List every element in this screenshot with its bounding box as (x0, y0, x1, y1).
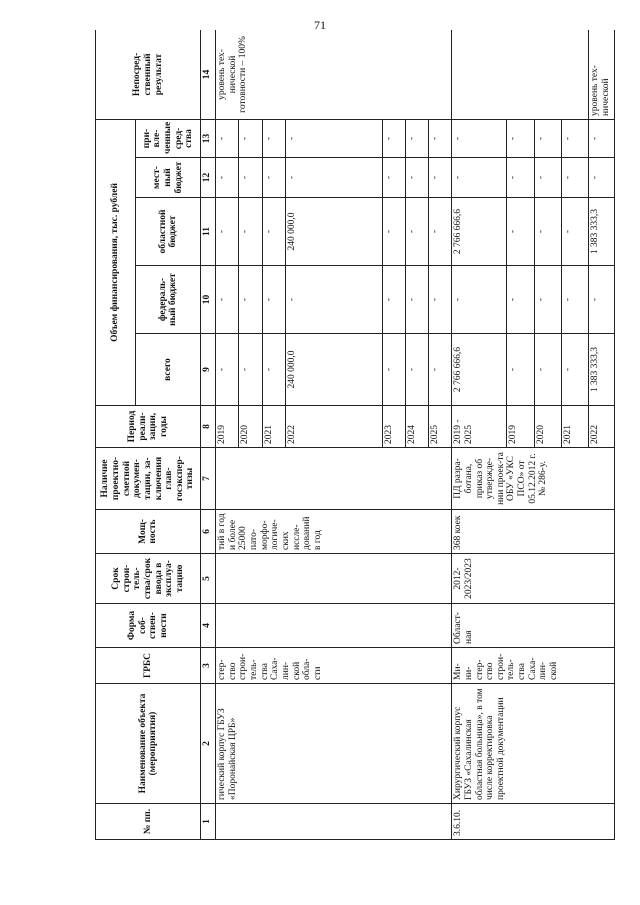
obj2-regional: - (507, 198, 534, 266)
obj1-name: гический корпус ГБУЗ «Поронайская ЦРБ» (216, 684, 452, 804)
header-period: Период реали-зации, годы (96, 406, 201, 448)
obj2-capacity: 368 коек (452, 510, 615, 554)
col-number: 12 (201, 158, 216, 198)
obj2-year: 2019 - 2025 (452, 406, 507, 448)
obj1-total: - (239, 334, 262, 406)
obj1-local: - (405, 158, 428, 198)
obj1-docs (216, 448, 452, 510)
obj1-year: 2025 (429, 406, 452, 448)
header-term: Срок строи-тель-ства/срок ввода в эксплуа-тацию (96, 554, 201, 604)
col-number: 8 (201, 406, 216, 448)
obj2-total: - (561, 334, 588, 406)
col-number: 13 (201, 119, 216, 157)
obj1-federal: - (285, 266, 382, 334)
obj2-federal: - (589, 266, 615, 334)
obj2-year: 2019 (507, 406, 534, 448)
obj2-year: 2022 (589, 406, 615, 448)
header-total: всего (136, 334, 201, 406)
obj2-result-empty (452, 30, 589, 119)
obj1-year: 2022 (285, 406, 382, 448)
header-no: № пп. (96, 804, 201, 840)
obj1-result: уровень тех-нической готовности – 100% (216, 30, 452, 119)
header-regional: областной бюджет (136, 198, 201, 266)
col-number: 9 (201, 334, 216, 406)
obj1-other: - (382, 119, 405, 157)
obj1-regional: - (262, 198, 285, 266)
obj1-total: 240 000,0 (285, 334, 382, 406)
obj1-federal: - (216, 266, 239, 334)
obj1-regional: - (405, 198, 428, 266)
obj2-total: 2 766 666,6 (452, 334, 507, 406)
col-number: 3 (201, 648, 216, 684)
obj2-local: - (534, 158, 561, 198)
obj1-total: - (262, 334, 285, 406)
obj2-federal: - (452, 266, 507, 334)
obj2-total: - (507, 334, 534, 406)
header-ownership: Форма соб-ствен-ности (96, 604, 201, 648)
obj2-federal: - (507, 266, 534, 334)
header-grbs: ГРБС (96, 648, 201, 684)
obj2-year: 2021 (561, 406, 588, 448)
obj2-regional: 1 383 333,3 (589, 198, 615, 266)
column-number-row (201, 30, 216, 840)
header-capacity: Мощ-ность (96, 510, 201, 554)
obj2-year: 2020 (534, 406, 561, 448)
obj2-total: - (534, 334, 561, 406)
obj2-regional: 2 766 666,6 (452, 198, 507, 266)
obj1-local: - (239, 158, 262, 198)
obj1-year: 2020 (239, 406, 262, 448)
table-row (216, 30, 239, 840)
obj1-regional: - (239, 198, 262, 266)
obj2-other: - (561, 119, 588, 157)
obj1-total: - (429, 334, 452, 406)
obj1-regional: 240 000,0 (285, 198, 382, 266)
col-number: 5 (201, 554, 216, 604)
header-result: Непосред-ственный результат (96, 30, 201, 119)
obj1-other: - (285, 119, 382, 157)
obj1-federal: - (239, 266, 262, 334)
header-row-1 (96, 30, 136, 840)
obj2-other: - (507, 119, 534, 157)
obj1-federal: - (262, 266, 285, 334)
obj1-federal: - (382, 266, 405, 334)
obj1-term (216, 554, 452, 604)
col-number: 10 (201, 266, 216, 334)
header-name: Наименование объекта (мероприятия) (96, 684, 201, 804)
table-rotated (95, 30, 615, 840)
obj1-other: - (429, 119, 452, 157)
obj2-total: 1 383 333,3 (589, 334, 615, 406)
obj1-local: - (429, 158, 452, 198)
obj1-local: - (216, 158, 239, 198)
obj1-other: - (405, 119, 428, 157)
obj2-docs: ПД разра-ботана, приказ об утвержде-нии проек-та ОБУ «УКС ПСО» от 05.12.2012 г. № 286-у. (452, 448, 615, 510)
table-frame (95, 30, 615, 840)
obj1-year: 2023 (382, 406, 405, 448)
col-number: 1 (201, 804, 216, 840)
obj1-regional: - (429, 198, 452, 266)
obj1-year: 2021 (262, 406, 285, 448)
obj1-regional: - (382, 198, 405, 266)
obj1-federal: - (405, 266, 428, 334)
obj2-federal: - (534, 266, 561, 334)
obj2-result: уровень тех-нической (589, 30, 615, 119)
obj1-grbs: стер-ство строи-тель-ства Саха-лин-ской обла-сти (216, 648, 452, 684)
col-number: 7 (201, 448, 216, 510)
obj2-regional: - (561, 198, 588, 266)
obj2-local: - (507, 158, 534, 198)
obj1-total: - (405, 334, 428, 406)
obj1-regional: - (216, 198, 239, 266)
obj1-total: - (216, 334, 239, 406)
header-other: при-вле-ченные сред-ства (136, 119, 201, 157)
obj1-local: - (382, 158, 405, 198)
col-number: 6 (201, 510, 216, 554)
obj2-ownership: Област-ная (452, 604, 615, 648)
header-finance-group: Объем финансирования, тыс. рублей (96, 119, 136, 405)
obj1-no (216, 804, 452, 840)
col-number: 11 (201, 198, 216, 266)
obj1-other: - (239, 119, 262, 157)
obj2-name: Хирургический корпус ГБУЗ «Сахалинская областная больница», в том числе корректировка проектной документации (452, 684, 615, 804)
obj1-local: - (285, 158, 382, 198)
obj1-other: - (262, 119, 285, 157)
obj2-other: - (452, 119, 507, 157)
obj1-total: - (382, 334, 405, 406)
obj2-local: - (589, 158, 615, 198)
obj1-year: 2024 (405, 406, 428, 448)
obj2-term: 2012-2023/2023 (452, 554, 615, 604)
obj2-federal: - (561, 266, 588, 334)
obj2-local: - (561, 158, 588, 198)
obj2-other: - (534, 119, 561, 157)
obj2-grbs: Ми-ни-стер-ство строи-тель-ства Саха-лин-ской (452, 648, 615, 684)
header-docs: Наличие проектно-сметной докумен-тации, за-ключения глав-госэкспер-тизы (96, 448, 201, 510)
obj2-regional: - (534, 198, 561, 266)
header-local: мест-ный бюджет (136, 158, 201, 198)
obj2-no: 3.6.10. (452, 804, 615, 840)
obj1-other: - (216, 119, 239, 157)
obj1-federal: - (429, 266, 452, 334)
obj1-ownership (216, 604, 452, 648)
financing-table (95, 30, 615, 840)
obj1-local: - (262, 158, 285, 198)
col-number: 2 (201, 684, 216, 804)
page-number: 71 (314, 18, 326, 32)
obj2-other: - (589, 119, 615, 157)
table-row (452, 30, 507, 840)
obj1-year: 2019 (216, 406, 239, 448)
col-number: 14 (201, 30, 216, 119)
col-number: 4 (201, 604, 216, 648)
header-federal: федераль-ный бюджет (136, 266, 201, 334)
obj2-local: - (452, 158, 507, 198)
obj1-capacity: тий в год и более 25000 пато-морфо-логиче-ских иссле-дований в год (216, 510, 452, 554)
